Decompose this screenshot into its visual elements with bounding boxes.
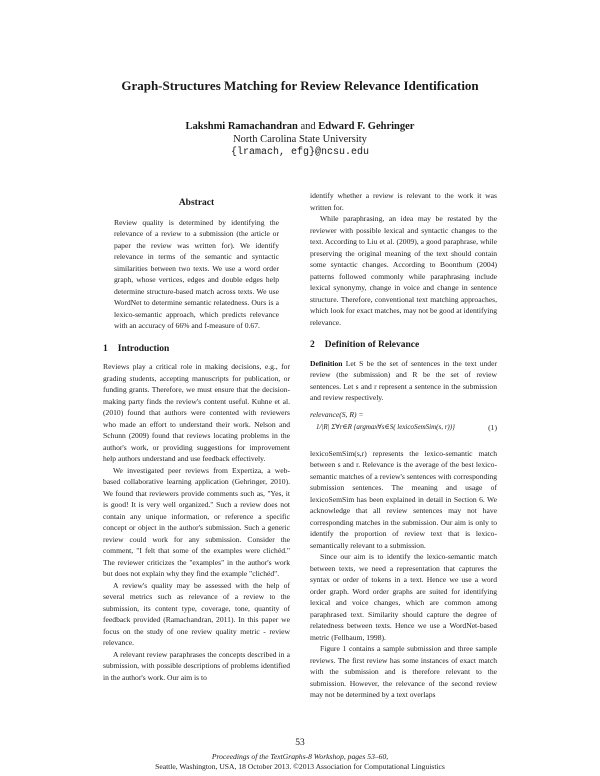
- affiliation: North Carolina State University: [233, 134, 367, 145]
- section-1-number: 1: [103, 343, 108, 354]
- left-column: [103, 198, 290, 683]
- page-number: 53: [295, 738, 305, 748]
- relevance-paragraph-1: lexicoSemSim(s,r) represents the lexico-semantic match between s and r. Relevance is the average of the best lexico-semantic matches of a review's sentences with corresponding submission sentences. The meaning and usage of lexicoSemSim has been explained in detail in Section 6. We acknowledge that all review sentences may not have corresponding matches in the submission. Our aim is only to identify the proportion of review text that is lexico-semantically relevant to a submission.: [310, 448, 497, 550]
- intro-paragraph-3: A review's quality may be assessed with the help of several metrics such as relevance of a review to the submission, its content type, coverage, tone, quantity of feedback provided (Ramachandran, 2011). In this paper we focus on the study of one review quality metric - review relevance.: [103, 580, 290, 647]
- author-2: Edward F. Gehringer: [318, 121, 415, 132]
- section-2-heading: [310, 340, 497, 352]
- abstract-body: [103, 217, 290, 332]
- definition-label: Definition: [310, 358, 343, 368]
- relevance-paragraph-3: Figure 1 contains a sample submission and three sample reviews. The first review has some instances of exact match with the submission and is therefore relevant to the submission. However, the relevance of the second review may not be determined by a text overlaps: [310, 644, 497, 699]
- definition-text: Let S be the set of sentences in the text under review (the submission) and R be the set of review sentences. Let s and r represent a sentence in the submission and review respectively.: [310, 358, 497, 402]
- section-2-number: 2: [310, 340, 315, 350]
- footer-line-1: Proceedings of the TextGraphs-8 Workshop, pages 53–60,: [211, 752, 389, 761]
- intro-paragraph-2: We investigated peer reviews from Expertiza, a web-based collaborative learning application (Gehringer, 2010). We found that reviewers provide comments such as, "Yes, it is good! It is very well organized." Such a review does not contain any unique information, or reference a specific concept or object in the author's submission. Such a generic review could work for any submission. Consider the comment, "I felt that some of the examples were clichéd." The reviewer criticizes the "examples" in the author's work but does not explain why they find the example "clichéd".: [103, 465, 290, 578]
- intro-paragraph-5: identify whether a review is relevant to the work it was written for.: [310, 191, 497, 212]
- proceedings-footer: [0, 752, 600, 771]
- equation-rhs: 1/|R| Σ∀r∈R {argmax∀s∈S( lexicoSemSim(s, r))}: [316, 422, 455, 431]
- intro-paragraph-1: Reviews play a critical role in making decisions, e.g., for grading students, accepting manuscripts for publication, or funding grants. Therefore, we must ensure that the decision-making party finds the review's content useful. Kuhne et al. (2010) found that authors were contented with reviewers who made an effort to understand their work. Nelson and Schunn (2009) found that reviews locating problems in the author's work, or providing suggestions for improvement help authors understand and use feedback effectively.: [103, 362, 290, 463]
- paper-title: Graph-Structures Matching for Review Relevance Identification: [121, 78, 479, 93]
- author-block: [0, 120, 600, 159]
- author-1: Lakshmi Ramachandran: [185, 121, 298, 132]
- equation-lhs: relevance(S, R) =: [310, 409, 364, 419]
- abstract-text: Review quality is determined by identifying the relevance of a review to a submission (the article or paper the review was written for). We identify relevance in terms of the semantic and syntactic similarities between two texts. We use a word order graph, whose vertices, edges and double edges help determine structure-based match across texts. We use WordNet to determine semantic relatedness. Ours is a lexico-semantic approach, which predicts relevance with an accuracy of 66% and f-measure of 0.67.: [114, 217, 279, 330]
- equation-1: [310, 409, 497, 443]
- abstract-heading: Abstract: [178, 198, 215, 208]
- author-conjunction: and: [300, 121, 316, 132]
- footer-line-2: Seattle, Washington, USA, 18 October 2013. ©2013 Association for Computational Linguistics: [155, 761, 445, 771]
- equation-number: (1): [488, 422, 497, 432]
- definition-paragraph: [310, 358, 497, 404]
- section-2-title: Definition of Relevance: [324, 340, 420, 350]
- section-1-title: Introduction: [117, 343, 170, 354]
- section-1-heading: [103, 344, 290, 356]
- right-column: [310, 190, 497, 701]
- intro-paragraph-6: While paraphrasing, an idea may be restated by the reviewer with possible lexical and syntactic changes to the text. According to Liu et al. (2009), a good paraphrase, while preserving the original meaning of the text should contain some syntactic changes. According to Boonthum (2004) patterns followed commonly while paraphrasing include lexical synonymy, change in voice and change in sentence structure. Therefore, conventional text matching approaches, which look for exact matches, may not be good at identifying relevance.: [310, 214, 497, 327]
- intro-paragraph-4: A relevant review paraphrases the concepts described in a submission, with possible descriptions of problems identified in the author's work. Our aim is to: [103, 649, 290, 682]
- author-names: [0, 120, 600, 133]
- author-email: {lramach, efg}@ncsu.edu: [230, 147, 370, 158]
- relevance-paragraph-2: Since our aim is to identify the lexico-semantic match between texts, we need a representation that captures the syntax or order of tokens in a text. Hence we use a word order graph. Word order graphs are suited for identifying lexical and voice changes, which are common among paraphrased text. Similarity should capture the degree of relatedness between texts. Hence we use a WordNet-based metric (Fellbaum, 1998).: [310, 552, 497, 642]
